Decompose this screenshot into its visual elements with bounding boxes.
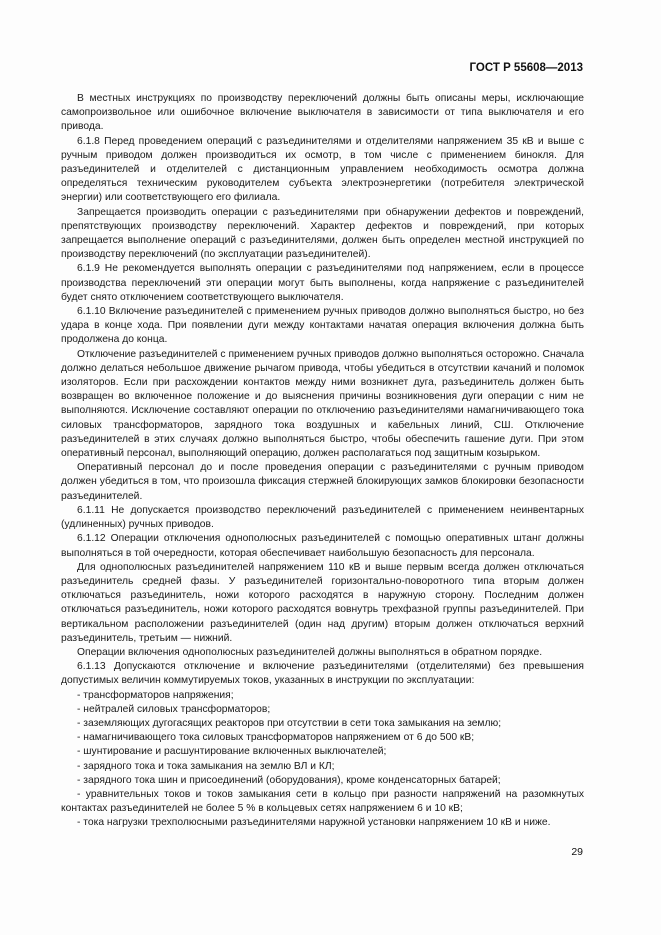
paragraph: 6.1.10 Включение разъединителей с применением ручных приводов должно выполняться быстро, но без удара в конце хода. При появлении дуги между контактами начатая операция включения должна быть продолжена до конца. xyxy=(61,306,584,346)
list-item: - намагничивающего тока силовых трансформаторов напряжением от 6 до 500 кВ; xyxy=(77,732,475,744)
standard-header: ГОСТ Р 55608—2013 xyxy=(469,62,583,74)
list-item: - тока нагрузки трехполюсными разъединителями наружной установки напряжением 10 кВ и ниже. xyxy=(77,817,551,829)
paragraph: 6.1.11 Не допускается производство переключений разъединителей с применением неинвентарных (удлиненных) ручных приводов. xyxy=(61,504,584,531)
list-item: - заземляющих дугогасящих реакторов при отсутствии в сети тока замыкания на землю; xyxy=(77,717,502,729)
paragraph: Оперативный персонал до и после проведения операции с разъединителями с ручным приводом должен убедиться в том, что произошла фиксация стержней блокирующих замков блокировки безопасности разъединителей. xyxy=(61,462,584,502)
list-item: - уравнительных токов и токов замыкания сети в кольцо при разности напряжений на разомкнутых контактах разъединителей не более 5 % в кольцевых сетях напряжением 6 и 10 кВ; xyxy=(61,788,584,815)
list-item: - нейтралей силовых трансформаторов; xyxy=(77,703,271,715)
paragraph: 6.1.8 Перед проведением операций с разъединителями и отделителями напряжением 35 кВ и выше с ручным приводом должен производиться их осмотр, в том числе с применением бинокля. Для разъединителей и отделителей с дистанционным управлением необходимость осмотра должна определяться техническим руководителем субъекта электроэнергетики (потребителя электрической энергии) или соответствующего его филиала. xyxy=(61,135,584,204)
paragraph: Отключение разъединителей с применением ручных приводов должно выполняться осторожно. Сначала должно делаться небольшое движение рычагом привода, чтобы убедиться в отсутствии качаний и поломок изоляторов. Если при расхождении контактов между ними возникнет дуга, разъединитель должен быть возвращен во включенное положение и до выяснения причины возникновения дуги операции с ним не выполняются. Исключение составляют операции по отключению разъединителями намагничивающего тока силовых трансформаторов, зарядного тока воздушных и кабельных линий, СШ. Отключение разъединителей в этих случаях должно выполняться быстро, чтобы обеспечить гашение дуги. При этом оперативный персонал, выполняющий операцию, должен располагаться под защитным козырьком. xyxy=(61,348,584,460)
list-item: - зарядного тока шин и присоединений (оборудования), кроме конденсаторных батарей; xyxy=(77,774,501,786)
paragraph: Запрещается производить операции с разъединителями при обнаружении дефектов и повреждений, препятствующих производству переключений. Характер дефектов и повреждений, при которых запрещается выполнение операций с разъединителями, должен быть определен местной инструкцией по производству переключений (по эксплуатации разъединителей). xyxy=(61,206,584,261)
list-item: - зарядного тока и тока замыкания на землю ВЛ и КЛ; xyxy=(77,760,335,772)
paragraph: 6.1.9 Не рекомендуется выполнять операции с разъединителями под напряжением, если в процессе производства переключений эти операции могут быть выполнены, когда напряжение с разъединителей будет снято отключением соответствующего выключателя. xyxy=(61,263,584,303)
list-item: - трансформаторов напряжения; xyxy=(77,689,234,701)
paragraph: Операции включения однополюсных разъединителей должны выполняться в обратном порядке. xyxy=(77,646,543,658)
paragraph: 6.1.12 Операции отключения однополюсных разъединителей с помощью оперативных штанг должны выполняться в той очередности, которая обеспечивает наибольшую безопасность для персонала. xyxy=(61,533,584,559)
paragraph: Для однополюсных разъединителей напряжением 110 кВ и выше первым всегда должен отключаться разъединитель средней фазы. У разъединителей горизонтально-поворотного типа вторым должен отключаться разъединитель, ножи которого расходятся в наружную сторону. Последним должен отключаться разъединитель, ножи которого расходятся вовнутрь трехфазной группы разъединителей. При вертикальном расположении разъединителей (один над другим) вторым должен отключаться верхний разъединитель, третьим — нижний. xyxy=(61,561,584,644)
document-body xyxy=(61,92,584,831)
list-item: - шунтирование и расшунтирование включенных выключателей; xyxy=(77,746,387,758)
paragraph: В местных инструкциях по производству переключений должны быть описаны меры, исключающие самопроизвольное или ошибочное включение выключателя в зависимости от типа выключателя и его привода. xyxy=(61,93,584,133)
paragraph: 6.1.13 Допускаются отключение и включение разъединителями (отделителями) без превышения допустимых величин коммутируемых токов, указанных в инструкции по эксплуатации: xyxy=(61,661,584,687)
page-number: 29 xyxy=(571,846,583,858)
